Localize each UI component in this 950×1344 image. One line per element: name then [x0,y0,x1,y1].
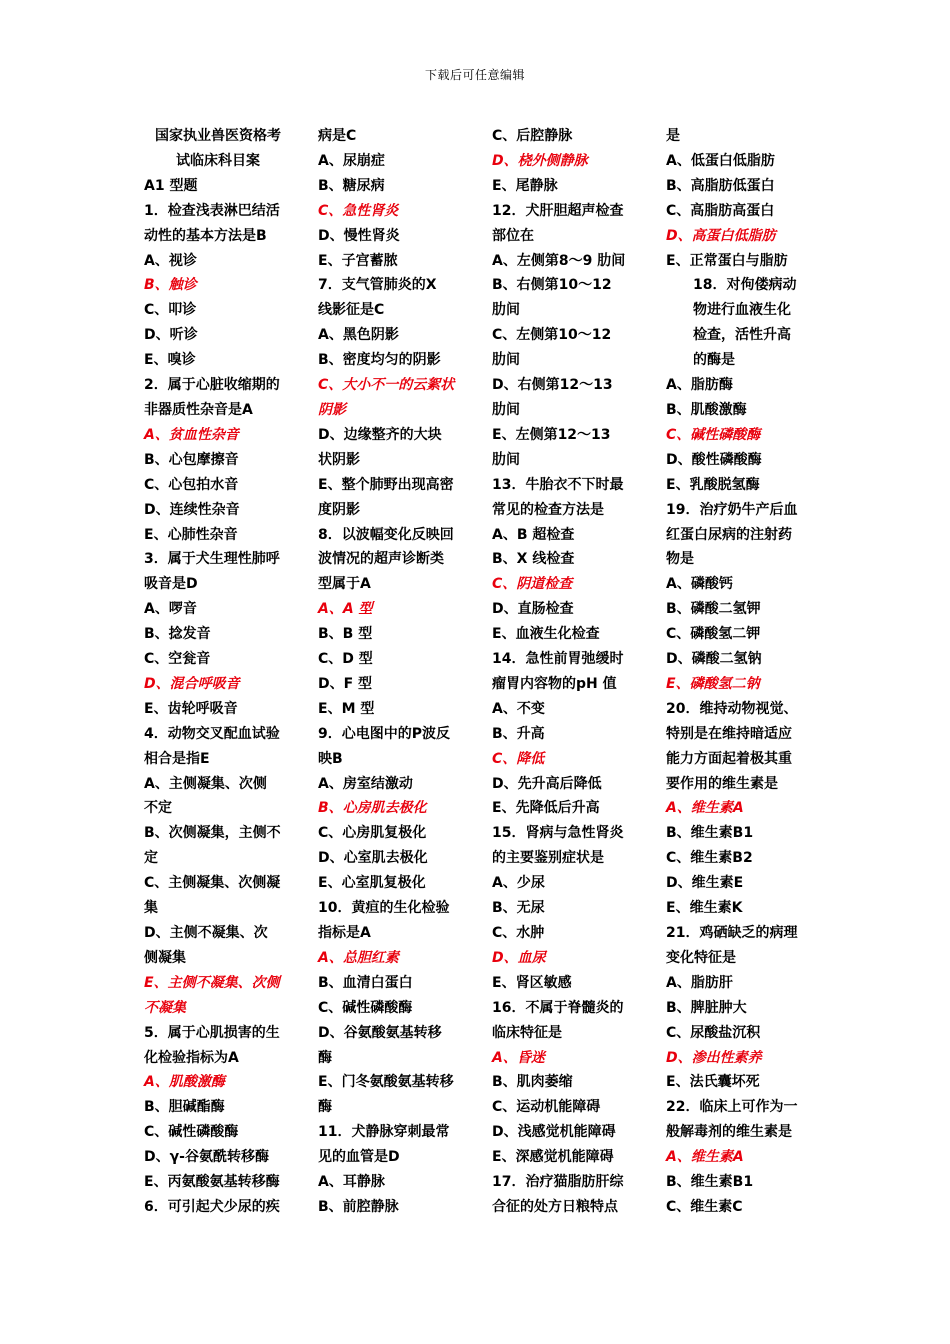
answer-line: E、磷酸氢二钠 [666,675,760,692]
text-line: E、乳酸脱氢酶 [666,476,760,493]
text-line: B、肌肉萎缩 [492,1074,573,1091]
text-line: 指标是A [318,925,371,941]
text-line: B、血清白蛋白 [318,974,413,991]
text-line: 物是 [666,551,694,568]
text-line: 试临床科目案 [176,152,260,169]
text-line: E、尾静脉 [492,177,558,194]
text-line: 15．肾病与急性肾炎 [492,825,624,842]
text-line: B、糖尿病 [318,177,385,194]
text-line: C、维生素B2 [666,850,753,867]
text-line: 酶 [318,1099,332,1116]
text-line: C、尿酸盐沉积 [666,1024,761,1041]
text-line: A1 型题 [144,177,198,194]
text-line: C、高脂肪高蛋白 [666,202,775,219]
text-column-3 [492,124,640,1220]
text-line: 集 [144,900,158,917]
text-line: D、酸性磷酸酶 [666,451,762,468]
text-line: 映B [318,750,343,767]
text-line: 合征的处方日粮特点 [492,1198,618,1215]
text-line: E、整个肺野出现高密 [318,476,454,493]
text-line: D、直肠检查 [492,601,574,618]
text-line: 侧凝集 [144,949,186,966]
text-line: A、视诊 [144,252,197,269]
answer-line: 不凝集 [144,999,186,1016]
text-line: 是 [666,128,680,144]
text-line: 18．对佝偻病动 [693,277,797,294]
text-line: C、碱性磷酸酶 [144,1124,239,1141]
text-line: 状阴影 [318,451,360,468]
text-line: 国家执业兽医资格考 [155,128,281,144]
text-line: C、主侧凝集、次侧凝 [144,875,281,892]
text-line: E、门冬氨酸氨基转移 [318,1074,454,1091]
text-line: C、碱性磷酸酶 [318,999,413,1016]
text-line: D、连续性杂音 [144,501,240,518]
text-line: 10．黄疸的生化检验 [318,900,450,917]
text-line: 的酶是 [693,352,735,369]
answer-line: A、维生素A [666,800,744,817]
text-line: B、无尿 [492,900,545,917]
text-line: A、耳静脉 [318,1174,385,1191]
text-line: B、密度均匀的阴影 [318,352,441,369]
text-line: B、脾脏肿大 [666,999,747,1016]
answer-line: A、昏迷 [492,1049,545,1066]
text-line: 12．犬肝胆超声检查 [492,202,624,219]
text-line: 肋间 [492,401,520,418]
text-line: 3．属于犬生理性肺呼 [144,551,280,568]
text-line: 部位在 [492,227,534,244]
text-line: 特别是在维持暗适应 [666,725,792,742]
answer-line: D、桡外侧静脉 [492,152,588,169]
text-line: B、肌酸激酶 [666,401,747,418]
text-line: B、维生素B1 [666,825,754,842]
answer-line: D、混合呼吸音 [144,675,240,692]
text-line: B、X 线检查 [492,551,575,568]
text-line: E、M 型 [318,700,375,717]
text-line: E、心肺性杂音 [144,526,238,543]
answer-line: C、碱性磷酸酶 [666,426,761,443]
text-line: 不定 [144,800,172,817]
text-line: 5．属于心肌损害的生 [144,1024,280,1041]
text-line: 般解毒剂的维生素是 [666,1124,792,1141]
text-line: 吸音是D [144,576,198,593]
answer-line: D、渗出性素养 [666,1049,762,1066]
text-line: A、低蛋白低脂肪 [666,152,775,169]
text-line: 相合是指E [144,750,210,767]
text-line: D、浅感觉机能障碍 [492,1124,616,1141]
text-line: 见的血管是D [318,1149,400,1166]
text-line: E、维生素K [666,900,743,917]
text-line: C、磷酸氢二钾 [666,626,761,643]
text-line: B、维生素B1 [666,1174,754,1191]
text-line: C、D 型 [318,651,373,668]
text-line: D、F 型 [318,675,373,692]
text-line: C、维生素C [666,1198,743,1215]
text-line: 19．治疗奶牛产后血 [666,501,798,518]
text-line: 肋间 [492,302,520,319]
text-line: 17．治疗猫脂肪肝综 [492,1174,624,1191]
text-line: 13．牛胎衣不下时最 [492,476,624,493]
answer-line: B、心房肌去极化 [318,800,427,817]
answer-line: C、阴道检查 [492,576,573,593]
text-line: A、啰音 [144,601,197,618]
text-line: 8．以波幅变化反映回 [318,526,454,543]
answer-line: A、总胆红素 [318,949,399,966]
text-line: E、丙氨酸氨基转移酶 [144,1174,280,1191]
answer-line: C、大小不一的云絮状 [318,377,455,394]
answer-line: A、贫血性杂音 [144,426,239,443]
text-line: B、B 型 [318,626,373,643]
text-line: E、左侧第12～13 [492,426,611,443]
text-line: A、磷酸钙 [666,576,733,593]
text-line: 9．心电图中的P波反 [318,725,451,742]
text-line: E、嗅诊 [144,352,196,369]
text-line: 的主要鉴别症状是 [492,850,604,867]
text-line: 4．动物交叉配血试验 [144,725,280,742]
text-line: 检查，活性升高 [693,327,791,344]
text-line: E、齿轮呼吸音 [144,700,238,717]
text-line: 1．检查浅表淋巴结活 [144,202,280,219]
text-line: D、磷酸二氢钠 [666,651,762,668]
answer-line: E、主侧不凝集、次侧 [144,974,280,991]
text-line: B、胆碱酯酶 [144,1099,225,1116]
text-line: D、γ-谷氨酰转移酶 [144,1149,269,1166]
text-line: A、左侧第8～9 肋间 [492,252,626,269]
text-line: 非器质性杂音是A [144,401,253,418]
text-line: D、主侧不凝集、次 [144,925,268,941]
text-line: 20．维持动物视觉、 [666,700,798,717]
answer-line: B、触诊 [144,277,197,294]
text-line: 肋间 [492,451,520,468]
text-line: E、法氏囊坏死 [666,1074,760,1091]
text-line: D、谷氨酸氨基转移 [318,1024,442,1041]
text-line: 定 [144,850,158,867]
text-line: B、前腔静脉 [318,1198,399,1215]
text-line: 度阴影 [318,501,360,518]
text-line: 能力方面起着极其重 [666,750,792,767]
text-line: A、脂肪酶 [666,377,733,394]
text-line: B、次侧凝集，主侧不 [144,825,281,842]
text-line: A、少尿 [492,875,545,892]
text-line: 波情况的超声诊断类 [318,551,444,568]
text-line: E、心室肌复极化 [318,875,426,892]
text-line: E、深感觉机能障碍 [492,1149,614,1166]
text-line: 瘤胃内容物的pH 值 [492,675,617,692]
text-line: 病是C [318,128,357,144]
text-line: 14．急性前胃弛缓时 [492,651,624,668]
text-line: C、叩诊 [144,302,197,319]
text-line: D、心室肌去极化 [318,850,428,867]
text-line: 肋间 [492,352,520,369]
text-line: E、肾区敏感 [492,974,572,991]
text-line: 线影征是C [318,302,385,319]
answer-line: 阴影 [318,401,346,418]
text-line: 常见的检查方法是 [492,501,604,518]
text-line: B、捻发音 [144,626,211,643]
text-line: E、先降低后升高 [492,800,600,817]
text-line: D、维生素E [666,875,744,892]
text-line: D、听诊 [144,327,198,344]
text-line: B、右侧第10～12 [492,277,612,294]
text-line: E、正常蛋白与脂肪 [666,252,788,269]
text-line: C、后腔静脉 [492,128,573,144]
answer-line: D、高蛋白低脂肪 [666,227,776,244]
text-line: 16．不属于脊髓炎的 [492,999,624,1016]
answer-line: A、A 型 [318,601,373,618]
text-line: C、左侧第10～12 [492,327,612,344]
text-line: C、心包拍水音 [144,476,239,493]
text-column-2 [318,124,466,1220]
text-line: A、尿崩症 [318,152,385,169]
text-line: A、房室结激动 [318,775,413,792]
text-line: D、边缘整齐的大块 [318,426,442,443]
text-line: 化检验指标为A [144,1049,239,1066]
text-line: A、黑色阴影 [318,327,399,344]
text-line: D、慢性肾炎 [318,227,400,244]
text-line: B、升高 [492,725,545,742]
answer-line: A、肌酸激酶 [144,1074,225,1091]
text-line: C、水肿 [492,925,545,941]
text-line: 动性的基本方法是B [144,227,267,244]
text-line: 变化特征是 [666,949,736,966]
answer-line: C、急性肾炎 [318,202,399,219]
text-line: E、子宫蓄脓 [318,252,398,269]
text-line: 7．支气管肺炎的X [318,277,437,294]
text-line: 型属于A [318,576,371,593]
text-line: C、运动机能障碍 [492,1099,601,1116]
text-line: 6．可引起犬少尿的疾 [144,1198,280,1215]
text-line: B、磷酸二氢钾 [666,601,761,618]
text-line: D、右侧第12～13 [492,377,613,394]
text-line: C、空瓮音 [144,651,211,668]
text-line: 酶 [318,1049,332,1066]
text-line: C、心房肌复极化 [318,825,427,842]
text-line: 11．犬静脉穿刺最常 [318,1124,450,1141]
text-column-1 [144,124,292,1220]
text-line: 临床特征是 [492,1024,562,1041]
text-line: A、不变 [492,700,545,717]
text-line: 22．临床上可作为一 [666,1099,798,1116]
text-line: E、血液生化检查 [492,626,600,643]
text-column-4 [666,124,814,1220]
answer-line: C、降低 [492,750,545,767]
text-line: 红蛋白尿病的注射药 [666,526,792,543]
text-line: 物进行血液生化 [693,302,791,319]
text-line: B、高脂肪低蛋白 [666,177,775,194]
text-line: A、脂肪肝 [666,974,733,991]
answer-line: A、维生素A [666,1149,744,1166]
answer-line: D、血尿 [492,949,546,966]
text-line: 要作用的维生素是 [666,775,778,792]
text-line: A、主侧凝集、次侧 [144,775,267,792]
text-line: 2．属于心脏收缩期的 [144,377,280,394]
text-line: 21．鸡硒缺乏的病理 [666,925,798,941]
page-header: 下载后可任意编辑 [424,68,525,82]
text-line: B、心包摩擦音 [144,451,239,468]
text-line: A、B 超检查 [492,526,575,543]
text-line: D、先升高后降低 [492,775,602,792]
